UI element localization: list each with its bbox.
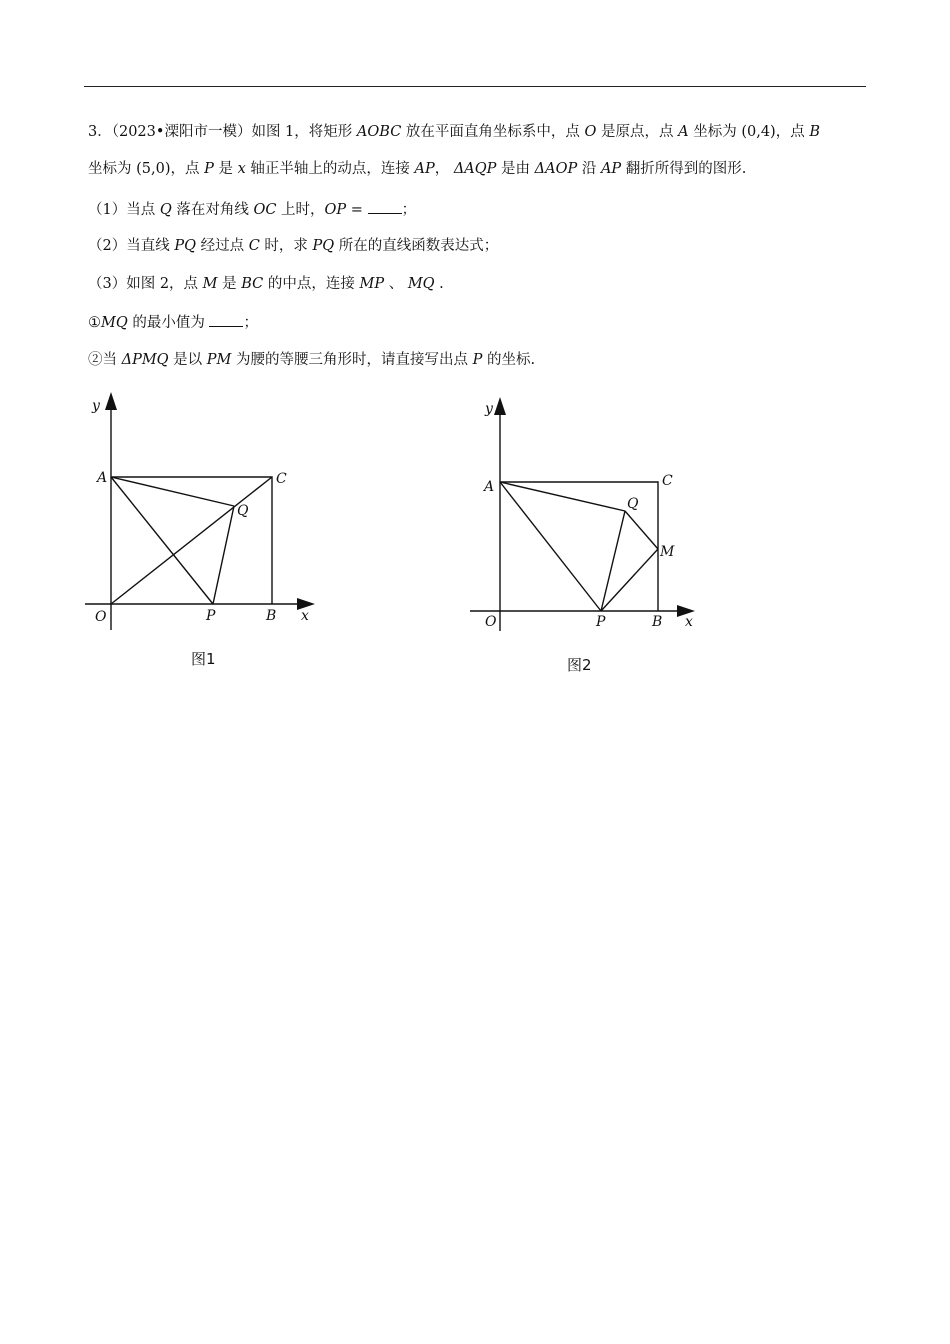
label-q: Q <box>237 503 249 519</box>
label-o: O <box>95 609 107 625</box>
label-y: y <box>485 401 493 417</box>
part-3: （3）如图 2，点 M 是 BC 的中点，连接 MP 、 MQ . <box>88 276 444 292</box>
question-line-1: 3．（2023•溧阳市一模）如图 1，将矩形 AOBC 放在平面直角坐标系中，点 O 是原点，点 A 坐标为 (0,4)，点 B <box>88 124 820 140</box>
question-line-2: 坐标为 (5,0)，点 P 是 x 轴正半轴上的动点，连接 AP， ΔAQP 是由 ΔAOP 沿 AP 翻折所得到的图形. <box>88 161 747 177</box>
segment-qm <box>625 511 658 549</box>
part-1: （1）当点 Q 落在对角线 OC 上时，OP = ； <box>88 199 416 220</box>
coord-b: (5,0) <box>136 161 171 177</box>
sub-question-2: ②当 ΔPMQ 是以 PM 为腰的等腰三角形时，请直接写出点 P 的坐标. <box>88 352 536 368</box>
segment-pq <box>601 511 625 611</box>
segment-aq <box>111 477 234 506</box>
figure-1-caption: 图1 <box>191 650 216 668</box>
question-number: 3 <box>88 124 98 140</box>
label-q: Q <box>627 496 639 512</box>
label-y: y <box>92 398 100 414</box>
label-p: P <box>596 614 606 630</box>
answer-blank-1[interactable] <box>368 199 402 214</box>
segment-ap <box>111 477 213 604</box>
part-2: （2）当直线 PQ 经过点 C 时，求 PQ 所在的直线函数表达式； <box>88 238 499 254</box>
label-c: C <box>662 473 673 489</box>
label-a: A <box>484 479 495 495</box>
label-p: P <box>206 608 216 624</box>
question-source: （2023•溧阳市一模） <box>111 124 252 140</box>
header-rule <box>84 86 866 87</box>
sub-question-1: ①MQ 的最小值为 ； <box>88 312 258 333</box>
label-o: O <box>485 614 497 630</box>
segment-pm <box>601 549 658 611</box>
label-x: x <box>685 614 693 630</box>
label-c: C <box>276 471 287 487</box>
figure-2-caption: 图2 <box>567 656 592 674</box>
figure-1 <box>85 390 325 638</box>
answer-blank-2[interactable] <box>209 312 243 327</box>
label-m: M <box>660 544 675 560</box>
y-axis-arrow <box>105 392 117 410</box>
figure-2 <box>465 395 705 640</box>
label-x: x <box>301 608 309 624</box>
label-b: B <box>652 614 663 630</box>
coord-a: (0,4) <box>741 124 776 140</box>
label-a: A <box>97 470 108 486</box>
y-axis-arrow <box>494 397 506 415</box>
label-b: B <box>266 608 277 624</box>
